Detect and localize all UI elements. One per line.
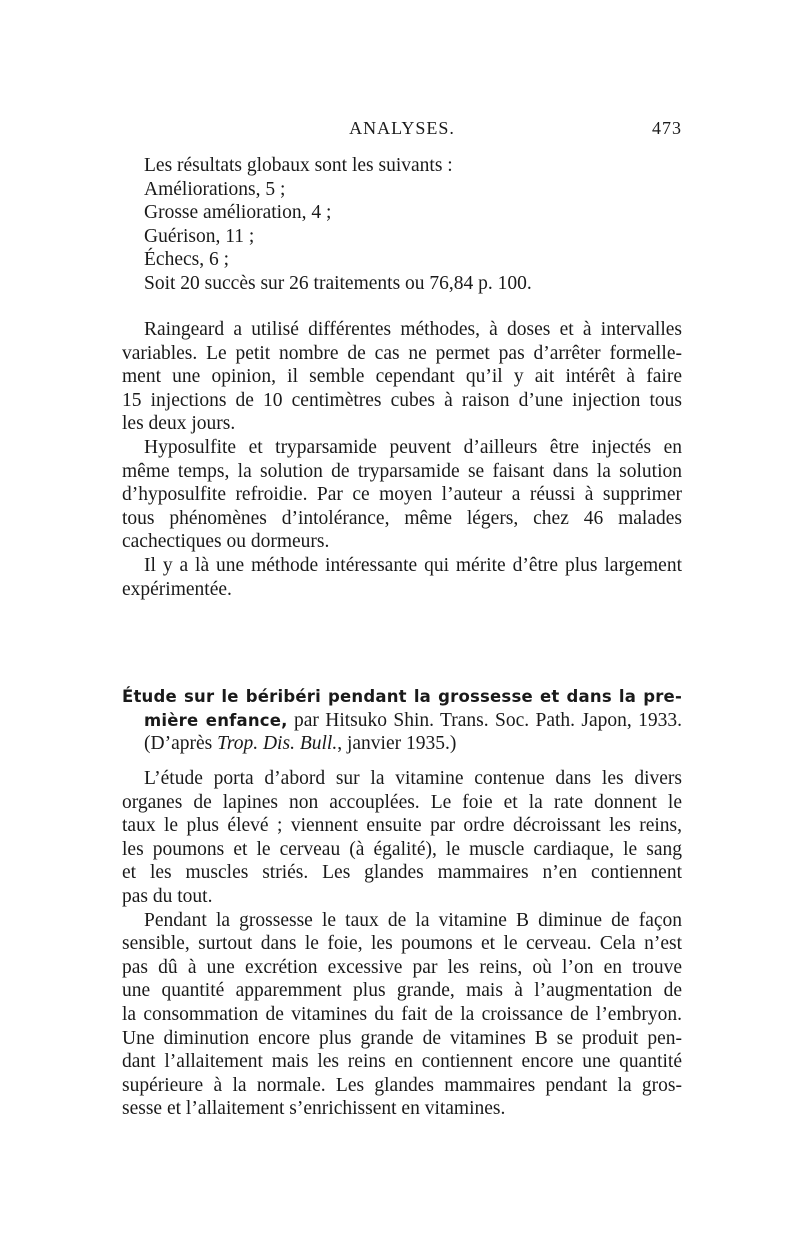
text-line: pas dû à une excrétion excessive par les reins, où l’on en trouve	[122, 956, 682, 978]
results-item: Échecs, 6 ;	[144, 249, 230, 271]
article-byline: par Hitsuko Shin. Trans. Soc. Path. Japon, 1933.	[287, 709, 682, 731]
text-line: sensible, surtout dans le foie, les poumons et le cerveau. Cela n’est	[122, 933, 682, 955]
text-line: Il y a là une méthode intéressante qui mérite d’être plus largement	[144, 554, 682, 576]
results-item: Grosse amélioration, 4 ;	[144, 202, 332, 224]
text-line: même temps, la solution de tryparsamide se faisant dans la solution	[122, 460, 682, 482]
text-line: supérieure à la normale. Les glandes mammaires pendant la gros-	[122, 1074, 682, 1096]
text-line: tous phénomènes d’intolérance, même légers, chez 46 malades	[122, 507, 682, 529]
text-line: Hyposulfite et tryparsamide peuvent d’ailleurs être injectés en	[144, 436, 682, 458]
text-line: et les muscles striés. Les glandes mammaires n’en contiennent	[122, 862, 682, 884]
text-line: 15 injections de 10 centimètres cubes à raison d’une injection tous	[122, 389, 682, 411]
text-line: une quantité apparemment plus grande, mais à l’augmentation de	[122, 980, 682, 1002]
text-line: d’hyposulfite refroidie. Par ce moyen l’auteur a réussi à supprimer	[122, 484, 682, 506]
running-title: ANALYSES.	[349, 118, 455, 138]
paragraph-pregnancy	[122, 909, 682, 1121]
results-item: Soit 20 succès sur 26 traitements ou 76,84 p. 100.	[144, 272, 532, 294]
text-line: les poumons et le cerveau (à égalité), le muscle cardiaque, le sang	[122, 838, 682, 860]
article-body	[122, 767, 682, 1121]
text-line: Pendant la grossesse le taux de la vitamine B diminue de façon	[144, 909, 682, 931]
text-line: Raingeard a utilisé différentes méthodes, à doses et à intervalles	[144, 319, 682, 340]
text-line: sesse et l’allaitement s’enrichissent en vitamines.	[122, 1098, 506, 1120]
text-line: variables. Le petit nombre de cas ne permet pas d’arrêter formelle-	[122, 342, 682, 364]
article-source-line	[122, 732, 682, 756]
source-close: , janvier 1935.)	[337, 733, 457, 755]
source-journal: Trop. Dis. Bull.	[217, 733, 338, 755]
text-line: pas du tout.	[122, 885, 213, 907]
paragraph-study	[122, 767, 682, 909]
text-line: ment une opinion, il semble cependant qu’il y ait intérêt à faire	[122, 366, 682, 388]
article-title-continued: mière enfance,	[144, 710, 288, 730]
text-line: taux le plus élevé ; viennent ensuite par ordre décroissant les reins,	[122, 815, 682, 837]
paragraph-raingeard	[122, 318, 682, 436]
paragraph-conclusion	[122, 554, 682, 601]
source-open: (D’après	[144, 733, 218, 755]
text-line: L’étude porta d’abord sur la vitamine contenue dans les divers	[144, 768, 682, 789]
text-line: cachectiques ou dormeurs.	[122, 531, 330, 553]
article-title-line	[122, 685, 682, 709]
page-number: 473	[652, 118, 682, 138]
discussion-text	[122, 318, 682, 601]
results-item: Améliorations, 5 ;	[144, 178, 286, 200]
text-line: dant l’allaitement mais les reins en contiennent encore une quantité	[122, 1051, 682, 1073]
text-line: expérimentée.	[122, 578, 232, 600]
article-byline-line	[122, 709, 682, 733]
text-line: Une diminution encore plus grande de vitamines B se produit pen-	[122, 1027, 682, 1049]
article-title: Étude sur le béribéri pendant la grossesse et dans la pre-	[122, 687, 682, 706]
text-line: la consommation de vitamines du fait de la croissance de l’embryon.	[122, 1003, 682, 1025]
results-item: Guérison, 11 ;	[144, 225, 255, 247]
running-header	[122, 118, 682, 142]
article-heading	[122, 685, 682, 756]
results-list	[122, 154, 682, 296]
results-intro: Les résultats globaux sont les suivants :	[144, 155, 453, 176]
paragraph-hyposulfite	[122, 436, 682, 554]
text-line: les deux jours.	[122, 413, 236, 435]
text-line: organes de lapines non accouplées. Le foie et la rate donnent le	[122, 791, 682, 813]
